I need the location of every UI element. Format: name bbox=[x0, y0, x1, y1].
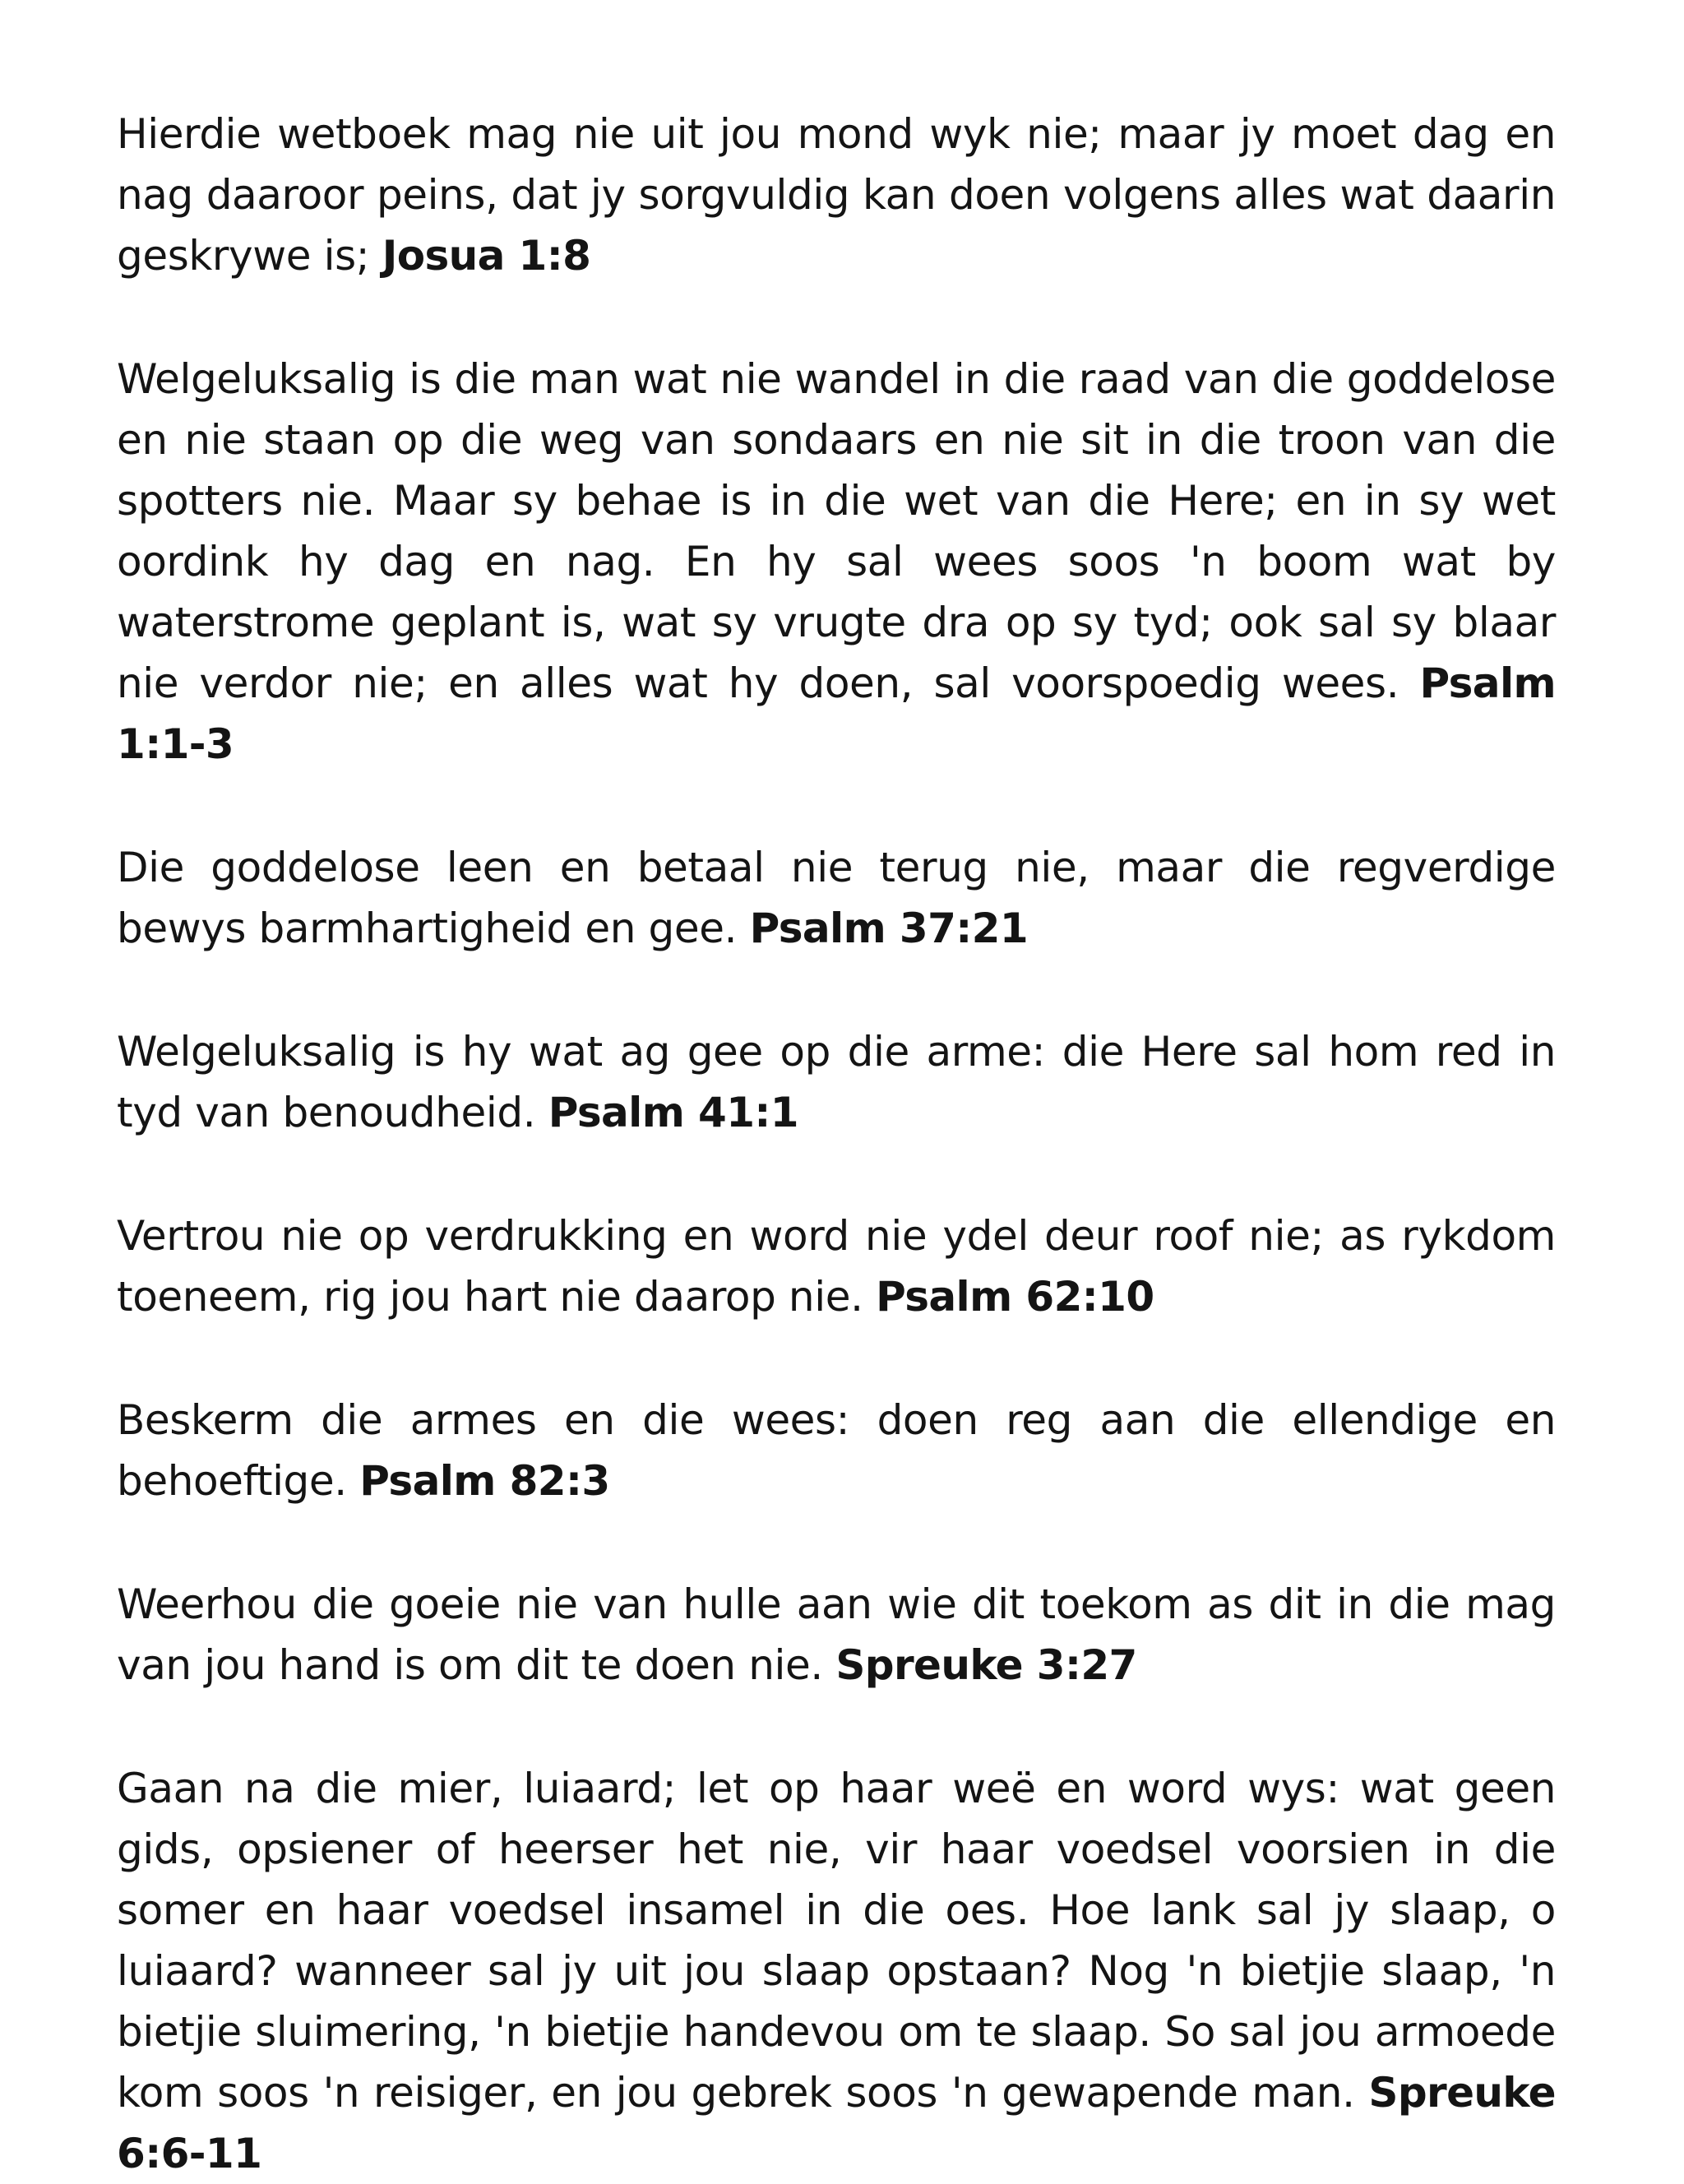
verse-paragraph-psalm-37-21 bbox=[117, 837, 1556, 959]
verse-paragraph-spreuke-3-27 bbox=[117, 1574, 1556, 1696]
verse-text: Welgeluksalig is die man wat nie wandel in die raad van die goddelose en nie staan op die weg van sondaars en nie sit in die troon van die spotters nie. Maar sy behae is in die wet van die Here; en in sy wet oordink hy dag en nag. En hy sal wees soos 'n boom wat by waterstrome geplant is, wat sy vrugte dra op sy tyd; ook sal sy blaar nie verdor nie; en alles wat hy doen, sal voorspoedig wees. bbox=[117, 355, 1556, 707]
verse-paragraph-psalm-62-10 bbox=[117, 1205, 1556, 1327]
verse-paragraph-psalm-1-1-3 bbox=[117, 349, 1556, 775]
scripture-page bbox=[117, 104, 1556, 2184]
verse-reference: Spreuke 6:6-11 bbox=[117, 2069, 1556, 2177]
verse-text: Beskerm die armes en die wees: doen reg aan die ellendige en behoeftige. bbox=[117, 1396, 1556, 1505]
verse-paragraph-josua-1-8 bbox=[117, 104, 1556, 286]
verse-paragraph-psalm-41-1 bbox=[117, 1021, 1556, 1143]
verse-text: Welgeluksalig is hy wat ag gee op die arme: die Here sal hom red in tyd van benoudheid. bbox=[117, 1028, 1556, 1136]
verse-reference: Psalm 41:1 bbox=[548, 1089, 798, 1136]
verse-text: Hierdie wetboek mag nie uit jou mond wyk nie; maar jy moet dag en nag daaroor peins, dat jy sorgvuldig kan doen volgens alles wat daarin geskrywe is; bbox=[117, 110, 1556, 280]
verse-reference: Psalm 1:1-3 bbox=[117, 659, 1556, 768]
verse-reference: Psalm 62:10 bbox=[876, 1273, 1154, 1321]
verse-text: Vertrou nie op verdrukking en word nie ydel deur roof nie; as rykdom toeneem, rig jou hart nie daarop nie. bbox=[117, 1212, 1556, 1321]
verse-text: Gaan na die mier, luiaard; let op haar weë en word wys: wat geen gids, opsiener of heerser het nie, vir haar voedsel voorsien in die somer en haar voedsel insamel in die oes. Hoe lank sal jy slaap, o luiaard? wanneer sal jy uit jou slaap opstaan? Nog 'n bietjie slaap, 'n bietjie sluimering, 'n bietjie handevou om te slaap. So sal jou armoede kom soos 'n reisiger, en jou gebrek soos 'n gewapende man. bbox=[117, 1765, 1556, 2117]
verse-paragraph-psalm-82-3 bbox=[117, 1390, 1556, 1511]
verse-reference: Josua 1:8 bbox=[382, 232, 591, 280]
verse-text: Die goddelose leen en betaal nie terug nie, maar die regverdige bewys barmhartigheid en gee. bbox=[117, 844, 1556, 952]
verse-reference: Psalm 82:3 bbox=[359, 1457, 610, 1505]
verse-reference: Psalm 37:21 bbox=[749, 905, 1029, 952]
verse-text: Weerhou die goeie nie van hulle aan wie dit toekom as dit in die mag van jou hand is om dit te doen nie. bbox=[117, 1580, 1556, 1689]
verse-paragraph-spreuke-6-6-11 bbox=[117, 1758, 1556, 2184]
verse-reference: Spreuke 3:27 bbox=[835, 1641, 1137, 1689]
